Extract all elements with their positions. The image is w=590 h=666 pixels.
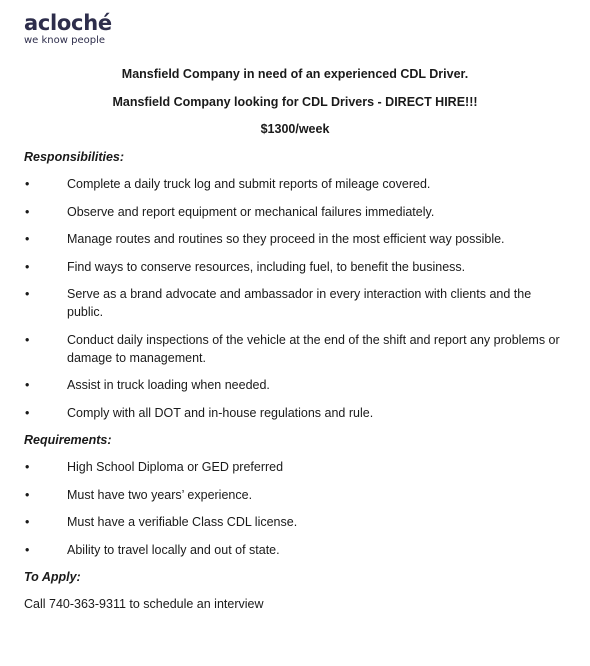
bullet: • (25, 488, 30, 502)
requirement-item: Must have two years’ experience. (67, 488, 253, 502)
bullet: • (25, 460, 30, 474)
responsibility-item: Manage routes and routines so they proceed in the most efficient way possible. (67, 232, 505, 246)
responsibility-item: Comply with all DOT and in-house regulations and rule. (67, 406, 374, 420)
requirement-item: Ability to travel locally and out of state. (67, 543, 280, 557)
bullet: • (25, 515, 30, 529)
job-subheadline: Mansfield Company looking for CDL Drivers - DIRECT HIRE!!! (112, 95, 478, 109)
job-headline: Mansfield Company in need of an experienced CDL Driver. (121, 67, 469, 81)
apply-heading: To Apply: (24, 570, 81, 584)
responsibilities-heading: Responsibilities: (24, 150, 125, 164)
requirement-item: High School Diploma or GED preferred (67, 460, 284, 474)
requirements-heading: Requirements: (24, 433, 112, 447)
bullet: • (25, 543, 30, 557)
bullet: • (25, 333, 30, 347)
bullet: • (25, 406, 30, 420)
bullet: • (25, 205, 30, 219)
logo-name: acloché (24, 11, 112, 35)
bullet: • (25, 260, 30, 274)
apply-instructions: Call 740-363-9311 to schedule an interview (24, 597, 264, 611)
bullet: • (25, 232, 30, 246)
responsibility-item: Find ways to conserve resources, including fuel, to benefit the business. (67, 260, 466, 274)
responsibility-item: Conduct daily inspections of the vehicle at the end of the shift and report any problems or damage to management. (67, 333, 560, 365)
responsibility-item: Complete a daily truck log and submit reports of mileage covered. (67, 177, 431, 191)
pay-rate: $1300/week (260, 122, 330, 136)
company-logo (24, 12, 112, 47)
bullet: • (25, 378, 30, 392)
bullet: • (25, 287, 30, 301)
requirement-item: Must have a verifiable Class CDL license. (67, 515, 298, 529)
responsibility-item: Observe and report equipment or mechanical failures immediately. (67, 205, 435, 219)
responsibility-item: Serve as a brand advocate and ambassador in every interaction with clients and the public. (67, 287, 532, 319)
bullet: • (25, 177, 30, 191)
logo-tagline: we know people (24, 35, 106, 46)
responsibility-item: Assist in truck loading when needed. (67, 378, 270, 392)
